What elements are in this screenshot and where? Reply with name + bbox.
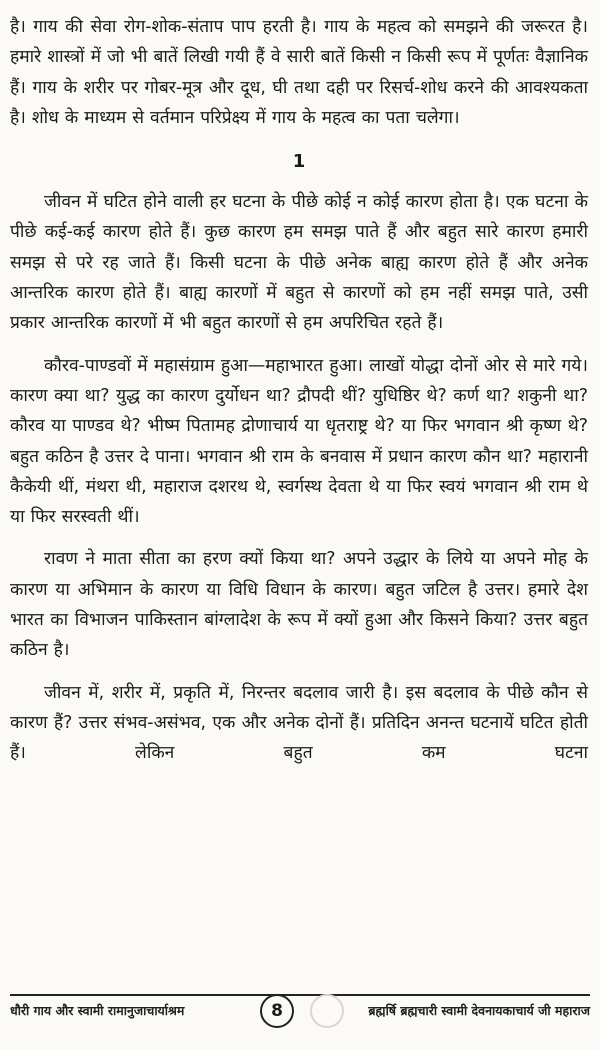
- page-number-badge: [260, 994, 294, 1028]
- page-number: 8: [271, 1001, 283, 1021]
- section-number: 1: [292, 151, 306, 173]
- paragraph-causes: जीवन में घटित होने वाली हर घटना के पीछे कोई न कोई कारण होता है। एक घटना के पीछे कई-कई कारण होते हैं। कुछ कारण हम समझ पाते हैं और बहुत सारे कारण हमारी समझ से परे रह जाते हैं। किसी घटना के पीछे अनेक बाह्य कारण होते हैं और अनेक आन्तरिक कारण होते हैं। बाह्य कारणों में बहुत से कारणों को हम नहीं समझ पाते, उसी प्रकार आन्तरिक कारणों में भी बहुत कारणों से हम अपरिचित रहते हैं।: [10, 192, 588, 334]
- page-footer: [10, 994, 590, 1036]
- paragraph-change: जीवन में, शरीर में, प्रकृति में, निरन्तर बदलाव जारी है। इस बदलाव के पीछे कौन से कारण हैं? उत्तर संभव-असंभव, एक और अनेक दोनों हैं। प्रतिदिन अनन्त घटनायें घटित होती हैं। लेकिन बहुत कम घटना: [10, 682, 588, 764]
- paragraph-ravana: रावण ने माता सीता का हरण क्यों किया था? अपने उद्धार के लिये या अपने मोह के कारण या अभिमान के कारण या विधि विधान के कारण। बहुत जटिल है उत्तर। हमारे देश भारत का विभाजन पाकिस्तान बांग्लादेश के रूप में क्यों हुआ और किसने किया? उत्तर बहुत कठिन है।: [10, 549, 588, 661]
- page-body: [10, 12, 588, 769]
- paragraph-cow-importance: है। गाय की सेवा रोग-शोक-संताप पाप हरती है। गाय के महत्व को समझने की जरूरत है। हमारे शास्त्रों में जो भी बातें लिखी गयी हैं वे सारी बातें किसी न किसी रूप में पूर्णतः वैज्ञानिक हैं। गाय के शरीर पर गोबर-मूत्र और दूध, घी तथा दही पर रिसर्च-शोध करने की आवश्यकता है। शोध के माध्यम से वर्तमान परिप्रेक्ष्य में गाय के महत्व का पता चलेगा।: [10, 17, 588, 128]
- footer-book-title: धौरी गाय और स्वामी रामानुजाचार्याश्रम: [10, 1003, 185, 1018]
- footer-author: ब्रह्मर्षि ब्रह्मचारी स्वामी देवनायकाचार्य जी महाराज: [368, 1003, 590, 1018]
- faded-page-number-mark: [310, 994, 344, 1028]
- paragraph-mahabharata: कौरव-पाण्डवों में महासंग्राम हुआ—महाभारत हुआ। लाखों योद्धा दोनों ओर से मारे गये। कारण क्या था? युद्ध का कारण दुर्योधन था? द्रौपदी थीं? युधिष्ठिर थे? कर्ण था? शकुनी था? कौरव या पाण्डव थे? भीष्म पितामह द्रोणाचार्य या धृतराष्ट्र थे? या फिर भगवान श्री कृष्ण थे? बहुत कठिन है उत्तर दे पाना। भगवान श्री राम के बनवास में प्रधान कारण कौन था? महारानी कैकेयी थीं, मंथरा थी, महाराज दशरथ थे, स्वर्गस्थ देवता थे या फिर स्वयं भगवान श्री राम थे या फिर सरस्वती थीं।: [10, 355, 588, 528]
